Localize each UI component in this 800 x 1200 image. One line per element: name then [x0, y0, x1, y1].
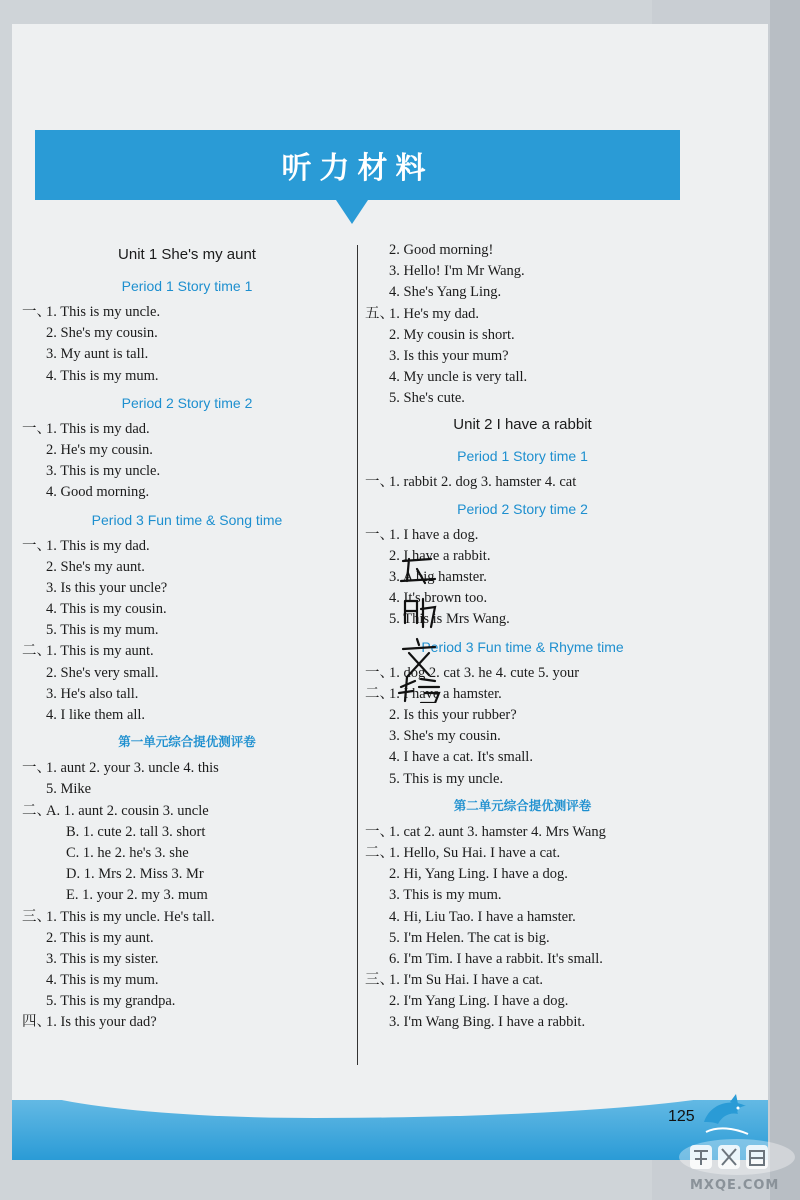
period-heading: Period 2 Story time 2 — [457, 500, 588, 517]
page-number: 125 — [668, 1108, 695, 1125]
question-label: 二、 — [365, 844, 394, 861]
answer-line — [22, 885, 352, 906]
answer-line — [22, 440, 352, 461]
answer-line — [365, 472, 680, 493]
unit-heading: Unit 2 I have a rabbit — [453, 415, 592, 433]
banner-notch — [336, 200, 368, 224]
period-heading: Period 2 Story time 2 — [121, 394, 253, 411]
answer-line — [22, 302, 352, 323]
question-label: 二、 — [22, 802, 51, 819]
answer-text: 3. Is this your mum? — [389, 347, 509, 364]
answer-line — [22, 928, 352, 949]
answer-text: 2. He's my cousin. — [46, 441, 153, 458]
answer-text: 4. This is my cousin. — [46, 601, 167, 618]
answer-line — [365, 1012, 680, 1033]
answer-text: 3. She's my cousin. — [389, 728, 501, 745]
period-heading: Period 3 Fun time & Song time — [91, 511, 283, 528]
answer-text: 1. dog 2. cat 3. he 4. cute 5. your — [389, 664, 580, 681]
title-banner — [35, 130, 680, 200]
answer-text: 3. Hello! I'm Mr Wang. — [389, 263, 525, 280]
answer-text: 4. I have a cat. It's small. — [389, 749, 533, 766]
answer-text: 2. She's my cousin. — [46, 325, 158, 342]
question-label: 一、 — [22, 537, 51, 554]
page-title: 听力材料 — [281, 151, 434, 186]
test-section-heading: 第一单元综合提优测评卷 — [118, 734, 256, 750]
period-heading: Period 3 Fun time & Rhyme time — [421, 638, 624, 655]
question-label: 一、 — [365, 473, 394, 490]
answer-text: 4. She's Yang Ling. — [389, 284, 502, 301]
answer-line — [22, 578, 352, 599]
answer-line — [22, 419, 352, 440]
answer-text: 4. It's brown too. — [389, 590, 488, 607]
answer-text: 1. Hello, Su Hai. I have a cat. — [389, 844, 561, 861]
answer-text: 2. This is my aunt. — [46, 929, 154, 946]
answer-text: 1. This is my dad. — [46, 537, 150, 554]
answer-text: 5. Mike — [46, 781, 92, 798]
question-label: 四、 — [22, 1014, 51, 1031]
answer-line — [365, 388, 680, 409]
answer-line — [365, 325, 680, 346]
answer-text: 4. Hi, Liu Tao. I have a hamster. — [389, 908, 576, 925]
answer-text: 4. My uncle is very tall. — [389, 369, 528, 386]
answer-text: 2. Hi, Yang Ling. I have a dog. — [389, 866, 568, 883]
page-edge-shadow — [770, 0, 800, 1200]
answer-text: A. 1. aunt 2. cousin 3. uncle — [46, 802, 209, 819]
answer-text: 5. This is my grandpa. — [46, 993, 176, 1010]
answer-line — [22, 991, 352, 1012]
handwritten-annotation — [395, 553, 465, 703]
answer-line — [365, 864, 680, 885]
answer-line — [22, 864, 352, 885]
answer-text: 5. This is Mrs Wang. — [389, 611, 510, 628]
answer-line — [365, 304, 680, 325]
answer-line — [365, 970, 680, 991]
answer-text: 1. This is my dad. — [46, 420, 150, 437]
answer-line — [365, 261, 680, 282]
question-label: 五、 — [365, 305, 394, 322]
answer-line — [22, 779, 352, 800]
answer-text: 1. He's my dad. — [389, 305, 480, 322]
question-label: 二、 — [365, 685, 394, 702]
answer-line — [365, 705, 680, 726]
answer-text: 4. I like them all. — [46, 707, 146, 723]
answer-line — [365, 747, 680, 768]
answer-text: 3. This is my sister. — [46, 950, 159, 967]
answer-line — [365, 525, 680, 546]
answer-line — [22, 663, 352, 684]
question-label: 一、 — [365, 664, 394, 681]
answer-text: 1. rabbit 2. dog 3. hamster 4. cat — [389, 473, 577, 490]
answer-line — [22, 907, 352, 928]
answer-text: 5. She's cute. — [389, 390, 465, 407]
answer-line — [22, 344, 352, 365]
answer-line — [365, 240, 680, 261]
answer-text: 1. This is my uncle. He's tall. — [46, 908, 215, 925]
answer-line — [365, 282, 680, 303]
answer-line — [22, 482, 352, 503]
answer-line — [22, 801, 352, 822]
answer-line — [22, 758, 352, 779]
answer-text: 4. Good morning. — [46, 484, 150, 501]
answer-text: 2. My cousin is short. — [389, 326, 515, 343]
answer-text: 2. She's very small. — [46, 664, 159, 681]
watermark-text: MXQE.COM — [690, 1178, 780, 1193]
answer-text: 2. Good morning! — [389, 242, 494, 258]
answer-text: 4. This is my mum. — [46, 367, 159, 384]
answer-text: 6. I'm Tim. I have a rabbit. It's small. — [389, 950, 603, 967]
answer-text: 3. My aunt is tall. — [46, 346, 149, 363]
answer-line — [365, 769, 680, 790]
left-column — [22, 240, 352, 1034]
answer-text: 1. This is my aunt. — [46, 643, 154, 660]
answer-text: 2. I'm Yang Ling. I have a dog. — [389, 993, 569, 1010]
answer-line — [22, 620, 352, 641]
answer-line — [22, 461, 352, 482]
answer-text: 1. I have a hamster. — [389, 685, 502, 702]
test-section-heading: 第二单元综合提优测评卷 — [453, 797, 592, 813]
answer-text: 1. I'm Su Hai. I have a cat. — [389, 972, 544, 989]
answer-text: 3. Is this your uncle? — [46, 579, 168, 596]
answer-text: 1. This is my uncle. — [46, 304, 161, 320]
answer-text: 3. This is my uncle. — [46, 463, 161, 480]
answer-line — [365, 991, 680, 1012]
answer-text: 1. I have a dog. — [389, 526, 479, 543]
answer-line — [22, 1012, 352, 1033]
dolphin-icon — [700, 1092, 752, 1138]
answer-text: 5. I'm Helen. The cat is big. — [389, 929, 550, 946]
answer-text: 1. aunt 2. your 3. uncle 4. this — [46, 760, 219, 777]
column-divider — [357, 245, 358, 1065]
answer-text: 3. A big hamster. — [389, 569, 487, 586]
answer-line — [22, 843, 352, 864]
answer-line — [365, 949, 680, 970]
answer-line — [22, 684, 352, 705]
answer-line — [365, 367, 680, 388]
question-label: 一、 — [365, 823, 394, 840]
answer-line — [22, 323, 352, 344]
answer-text: 5. This is my mum. — [46, 622, 159, 639]
answer-line — [22, 970, 352, 991]
question-label: 三、 — [365, 972, 394, 989]
question-label: 一、 — [22, 420, 51, 437]
unit-heading: Unit 1 She's my aunt — [118, 246, 256, 263]
answer-text: B. 1. cute 2. tall 3. short — [66, 823, 206, 840]
answer-line — [22, 822, 352, 843]
answer-line — [365, 928, 680, 949]
answer-line — [22, 557, 352, 578]
answer-text: D. 1. Mrs 2. Miss 3. Mr — [66, 866, 204, 883]
answer-text: C. 1. he 2. he's 3. she — [66, 844, 189, 861]
answer-text: 1. Is this your dad? — [46, 1014, 157, 1031]
question-label: 三、 — [22, 908, 51, 925]
answer-line — [365, 843, 680, 864]
answer-line — [365, 907, 680, 928]
answer-line — [22, 705, 352, 726]
answer-text: 3. This is my mum. — [389, 887, 502, 904]
answer-line — [22, 641, 352, 662]
question-label: 一、 — [22, 304, 51, 320]
answer-line — [22, 536, 352, 557]
question-label: 一、 — [365, 526, 394, 543]
period-heading: Period 1 Story time 1 — [121, 278, 253, 294]
answer-text: 3. I'm Wang Bing. I have a rabbit. — [389, 1014, 586, 1031]
answer-line — [22, 366, 352, 387]
answer-text: 5. This is my uncle. — [389, 770, 504, 787]
answer-line — [22, 949, 352, 970]
answer-line — [365, 346, 680, 367]
answer-text: E. 1. your 2. my 3. mum — [66, 887, 208, 904]
answer-text: 2. She's my aunt. — [46, 558, 145, 575]
question-label: 二、 — [22, 643, 51, 660]
question-label: 一、 — [22, 760, 51, 777]
period-heading: Period 1 Story time 1 — [457, 447, 588, 464]
answer-line — [365, 885, 680, 906]
answer-text: 4. This is my mum. — [46, 972, 159, 989]
answer-line — [365, 822, 680, 843]
answer-text: 3. He's also tall. — [46, 685, 139, 702]
answer-line — [22, 599, 352, 620]
answer-line — [365, 726, 680, 747]
answer-text: 2. I have a rabbit. — [389, 547, 491, 564]
answer-text: 1. cat 2. aunt 3. hamster 4. Mrs Wang — [389, 823, 606, 840]
answer-text: 2. Is this your rubber? — [389, 707, 517, 723]
